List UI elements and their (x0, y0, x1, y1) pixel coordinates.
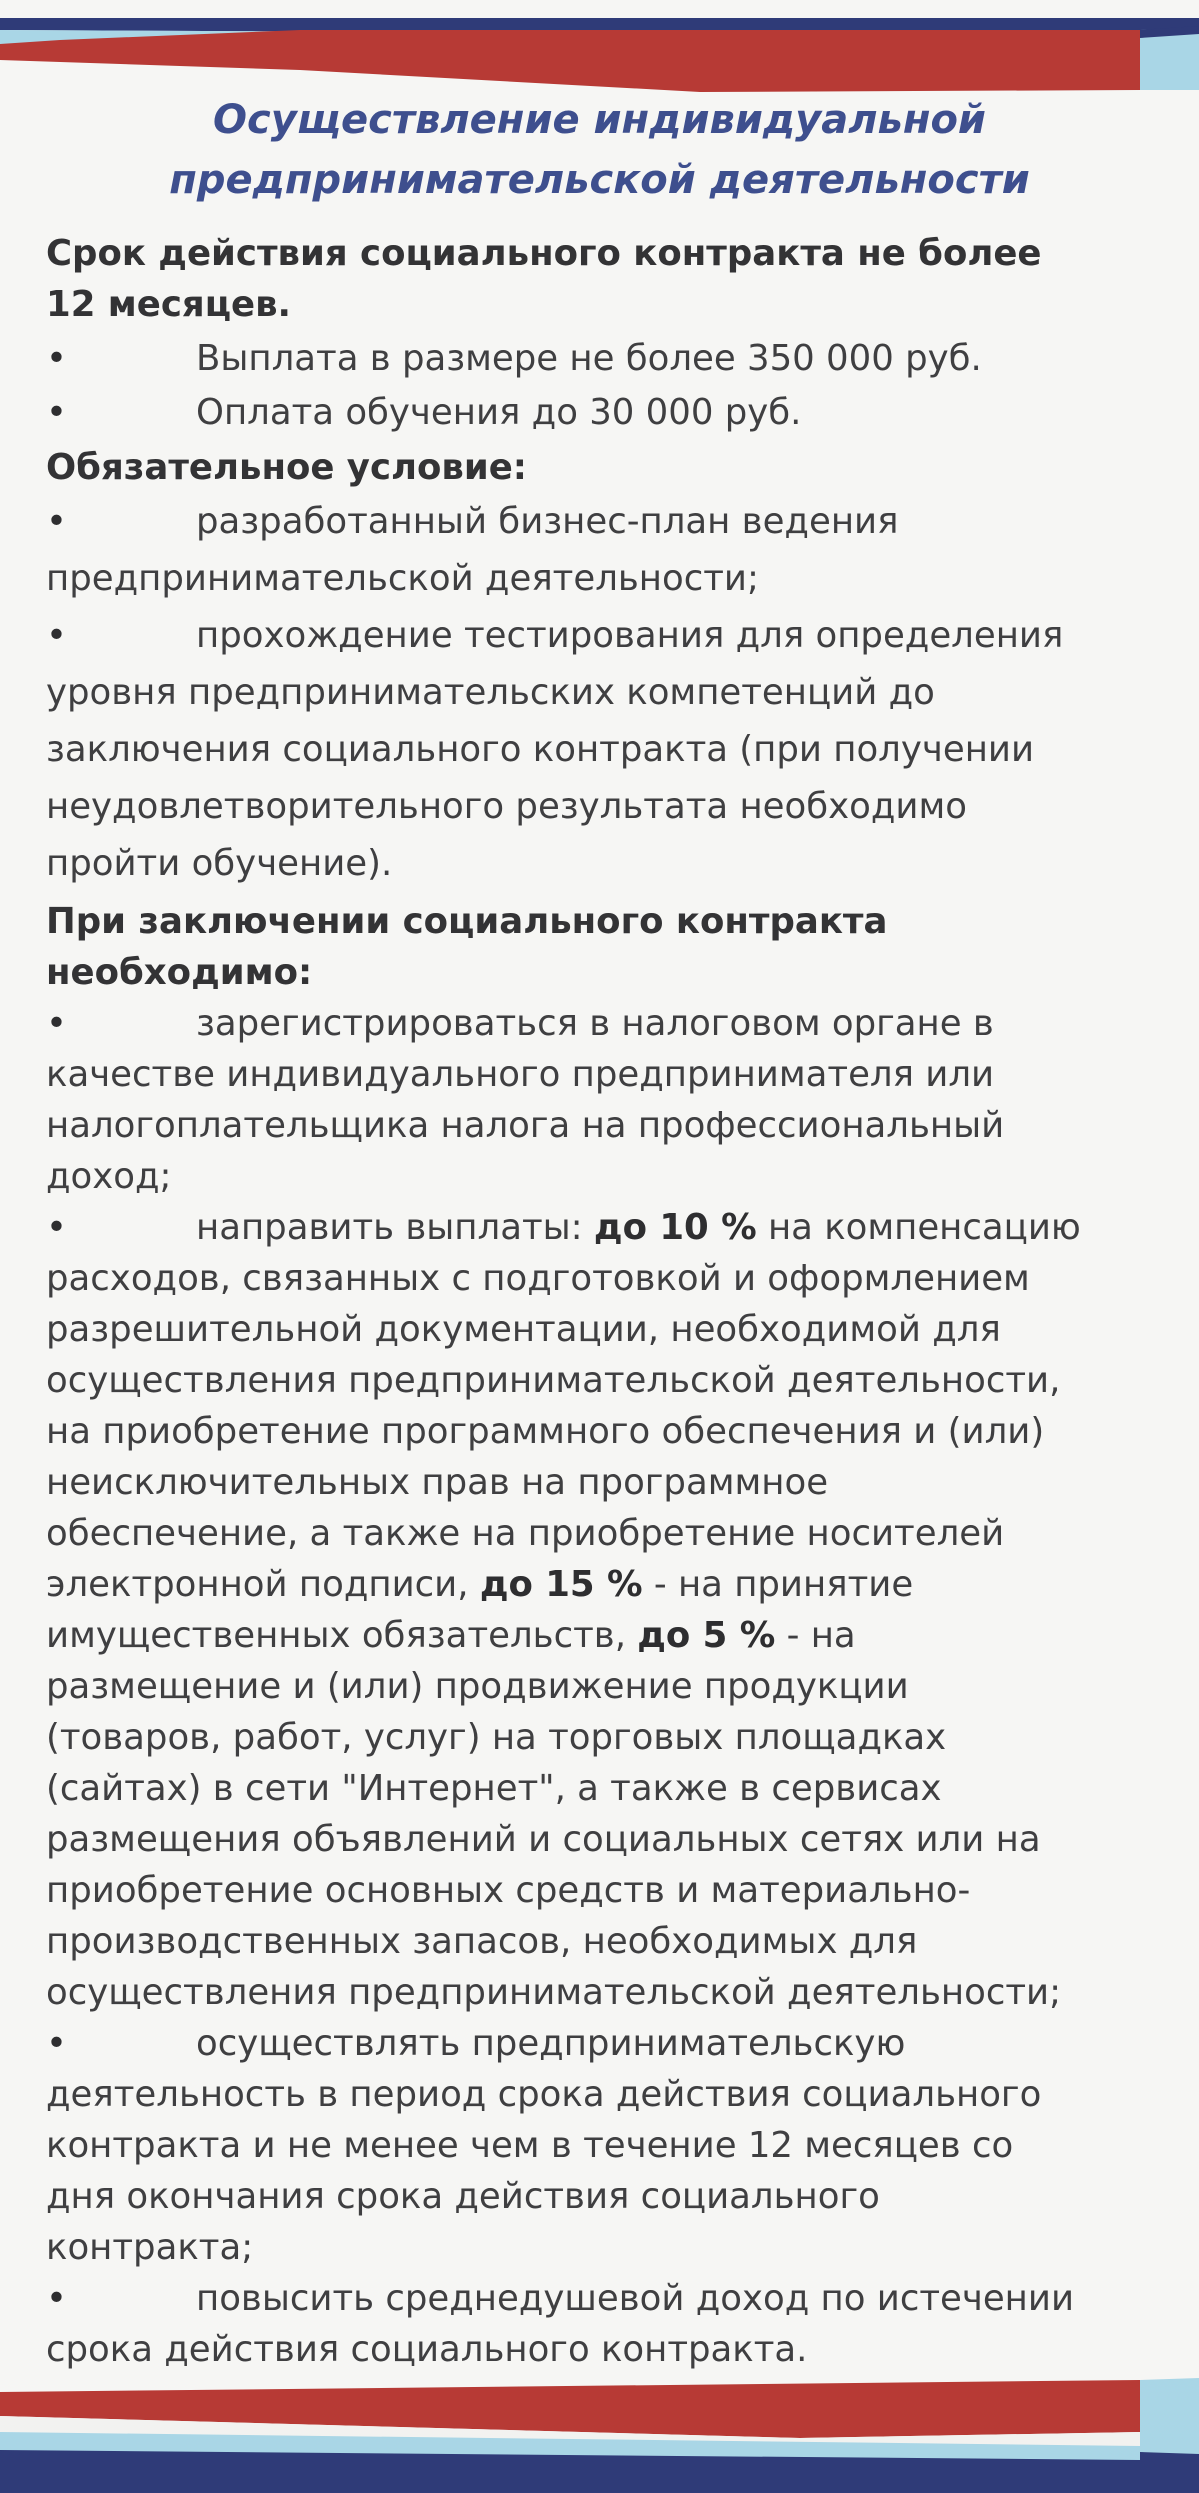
page-title (60, 90, 1139, 210)
title-line-1: Осуществление индивидуальной (213, 97, 986, 143)
list-item (46, 330, 1086, 387)
payments-text-part-1: направить выплаты: (196, 1207, 594, 1248)
business-activity-text: осуществлять предпринимательскую деятельность в период срока действия социального контракта и не менее чем в течение 12 месяцев со дня окончания срока действия социального контракта; (46, 2023, 1042, 2268)
bullet-icon: • (46, 338, 67, 379)
percent-10: до 10 % (593, 1207, 757, 1248)
payment-limit-text: Выплата в размере не более 350 000 руб. (196, 338, 982, 379)
registration-text: зарегистрироваться в налоговом органе в качестве индивидуального предпринимателя или налогоплательщика налога на профессиональный доход; (46, 1003, 1005, 1197)
training-payment-text: Оплата обучения до 30 000 руб. (196, 392, 802, 433)
contract-term-heading: Срок действия социального контракта не более 12 месяцев. (46, 233, 1042, 325)
payments-text-part-3: - на принятие имущественных обязательств, (46, 1564, 914, 1656)
bullet-icon: • (46, 501, 67, 542)
business-plan-text: разработанный бизнес-план ведения предпринимательской деятельности; (46, 501, 899, 599)
bottom-decorative-band (0, 2372, 1199, 2493)
bullet-icon: • (46, 2278, 67, 2319)
list-item (46, 387, 1086, 438)
payments-text-part-2: на компенсацию расходов, связанных с подготовкой и оформлением разрешительной документации, необходимой для осуществления предпринимательской деятельности, на приобретение программного обеспечения и (или) неисключительных прав на программное обеспечение, а также на приобретение носителей электронной подписи, (46, 1207, 1081, 1605)
list-item (46, 1202, 1086, 2018)
bullet-icon: • (46, 392, 67, 433)
list-item (46, 607, 1086, 892)
bullet-icon: • (46, 2023, 67, 2064)
contract-requirements-heading: При заключении социального контракта необходимо: (46, 901, 888, 993)
list-item (46, 998, 1086, 1202)
list-item (46, 493, 1086, 607)
list-item (46, 2018, 1086, 2273)
title-line-2: предпринимательской деятельности (169, 157, 1030, 203)
percent-15: до 15 % (479, 1564, 643, 1605)
percent-5: до 5 % (637, 1615, 776, 1656)
testing-text: прохождение тестирования для определения уровня предпринимательских компетенций до заключения социального контракта (при получении неудовлетворительного результата необходимо пройти обучение). (46, 615, 1064, 884)
main-content (46, 228, 1086, 2375)
mandatory-condition-heading: Обязательное условие: (46, 447, 527, 488)
bullet-icon: • (46, 1003, 67, 1044)
list-item (46, 2273, 1086, 2375)
income-increase-text: повысить среднедушевой доход по истечении срока действия социального контракта. (46, 2278, 1075, 2370)
payments-text-part-4: - на размещение и (или) продвижение продукции (товаров, работ, услуг) на торговых площадках (сайтах) в сети "Интернет", а также в сервисах размещения объявлений и социальных сетях или на приобретение основных средств и материально-производственных запасов, необходимых для осуществления предпринимательской деятельности; (46, 1615, 1062, 2013)
bullet-icon: • (46, 1207, 67, 1248)
bullet-icon: • (46, 615, 67, 656)
